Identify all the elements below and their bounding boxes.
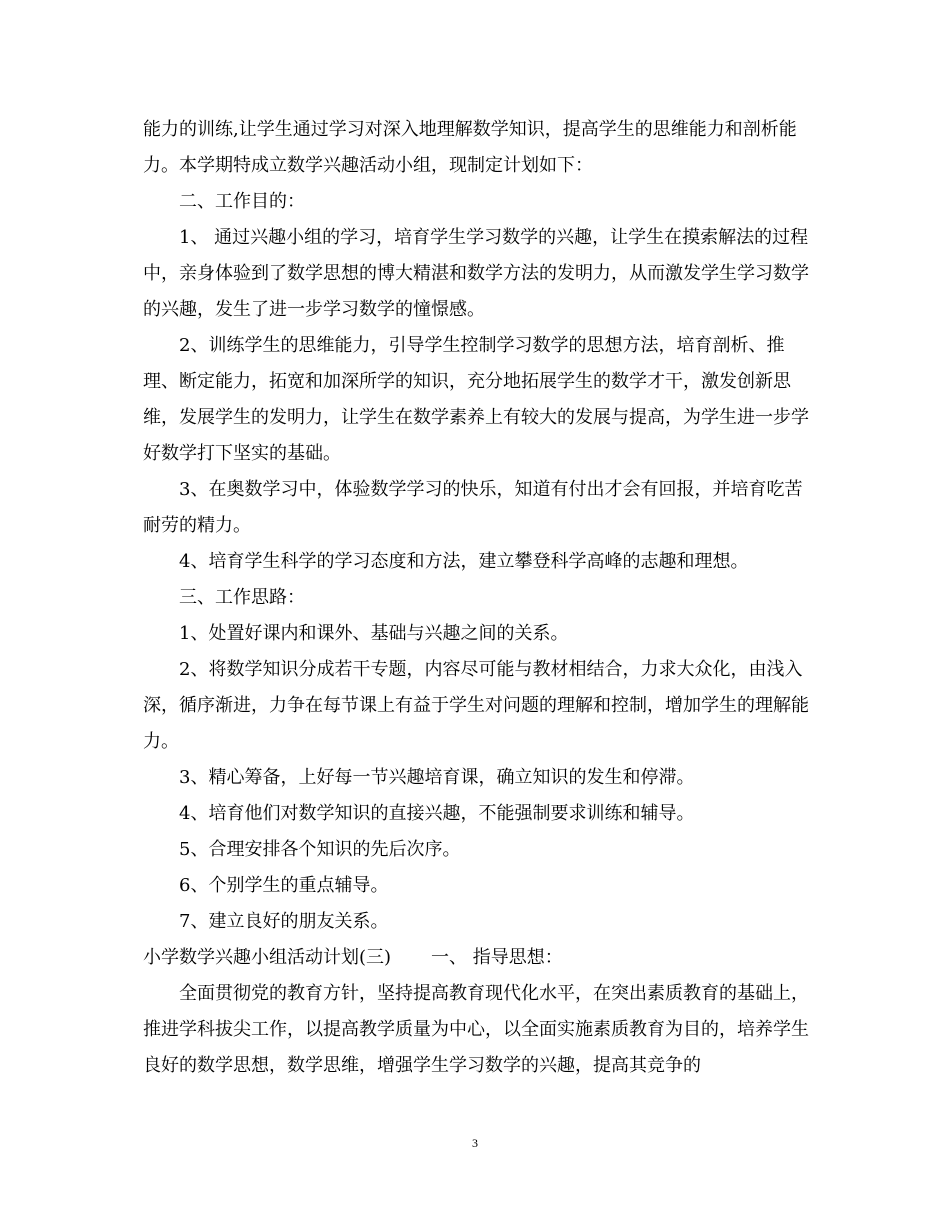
paragraph-intro-continuation: 能力的训练,让学生通过学习对深入地理解数学知识，提高学生的思维能力和剖析能力。本学期特成立数学兴趣活动小组，现制定计划如下： xyxy=(143,119,797,176)
paragraph-approach-7: 7、建立良好的朋友关系。 xyxy=(179,911,389,932)
paragraph-approach-3: 3、精心筹备，上好每一节兴趣培育课，确立知识的发生和停滞。 xyxy=(179,767,695,788)
document-body xyxy=(143,112,813,1084)
page-number: 3 xyxy=(472,1136,478,1150)
paragraph-approach-2: 2、将数学知识分成若干专题，内容尽可能与教材相结合，力求大众化，由浅入深，循序渐进，力争在每节课上有益于学生对问题的理解和控制，增加学生的理解能力。 xyxy=(143,659,809,752)
paragraph-approach-6: 6、个别学生的重点辅导。 xyxy=(179,875,389,896)
section-title: 小学数学兴趣小组活动计划(三) xyxy=(143,947,392,968)
section-title-row xyxy=(143,940,813,976)
section-subheading: 一、 指导思想： xyxy=(431,947,563,968)
paragraph-goal-4: 4、培育学生科学的学习态度和方法，建立攀登科学高峰的志趣和理想。 xyxy=(179,551,749,572)
paragraph-guiding-thought: 全面贯彻党的教育方针，坚持提高教育现代化水平，在突出素质教育的基础上，推进学科拔尖工作，以提高教学质量为中心，以全面实施素质教育为目的，培养学生良好的数学思想，数学思维，增强学生学习数学的兴趣，提高其竞争的 xyxy=(143,983,809,1076)
heading-work-approach: 三、工作思路： xyxy=(179,587,305,608)
paragraph-goal-1: 1、 通过兴趣小组的学习，培育学生学习数学的兴趣，让学生在摸索解法的过程中，亲身体验到了数学思想的博大精湛和数学方法的发明力，从而激发学生学习数学的兴趣，发生了进一步学习数学的憧憬感。 xyxy=(143,227,809,320)
paragraph-goal-3: 3、在奥数学习中，体验数学学习的快乐，知道有付出才会有回报，并培育吃苦耐劳的精力。 xyxy=(143,479,803,536)
heading-work-goals: 二、工作目的： xyxy=(179,191,305,212)
paragraph-approach-4: 4、培育他们对数学知识的直接兴趣，不能强制要求训练和辅导。 xyxy=(179,803,695,824)
paragraph-approach-1: 1、处置好课内和课外、基础与兴趣之间的关系。 xyxy=(179,623,569,644)
paragraph-approach-5: 5、合理安排各个知识的先后次序。 xyxy=(179,839,461,860)
paragraph-goal-2: 2、训练学生的思维能力，引导学生控制学习数学的思想方法，培育剖析、推理、断定能力，拓宽和加深所学的知识，充分地拓展学生的数学才干，激发创新思维，发展学生的发明力，让学生在数学素养上有较大的发展与提高，为学生进一步学好数学打下坚实的基础。 xyxy=(143,335,809,464)
